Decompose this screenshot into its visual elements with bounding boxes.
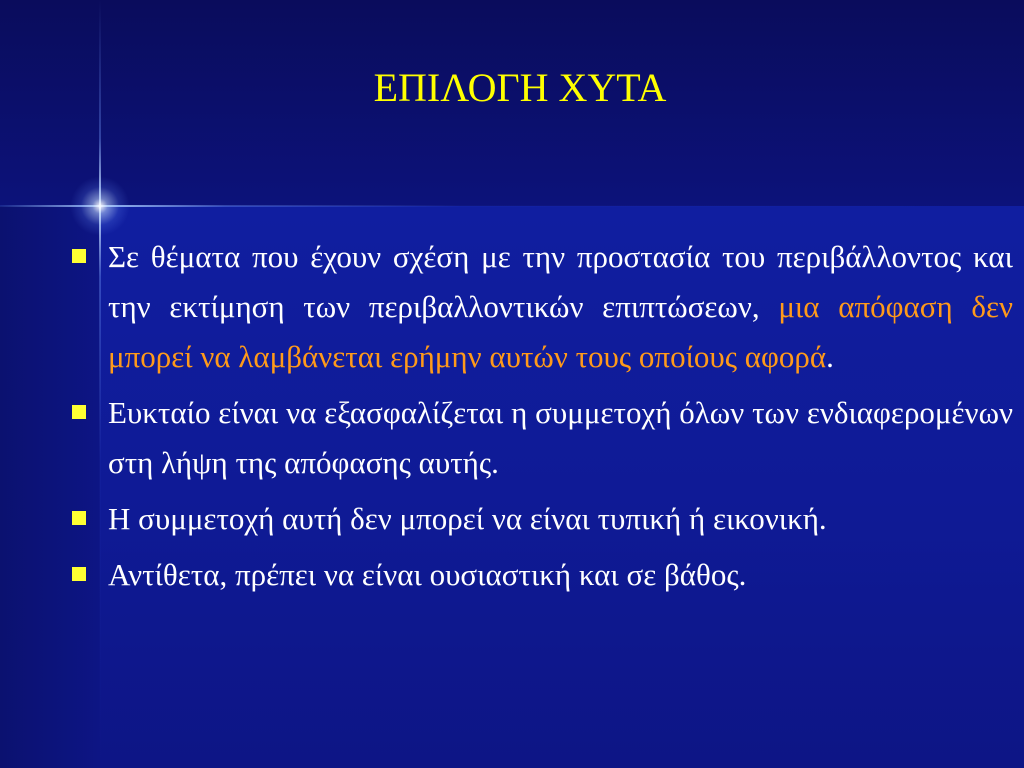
bullet-item <box>70 494 1013 544</box>
bullet-text: Ευκταίο είναι να εξασφαλίζεται η συμμετοχή όλων των ενδιαφερομένων στη λήψη της απόφασης αυτής. <box>108 395 1013 480</box>
horizontal-light-line <box>0 205 1024 207</box>
bullet-text: Η συμμετοχή αυτή δεν μπορεί να είναι τυπική ή εικονική. <box>108 501 827 536</box>
bullet-text-part: . <box>826 339 834 374</box>
bullet-item <box>70 232 1013 382</box>
square-bullet-icon <box>72 567 86 581</box>
bullet-item <box>70 550 1013 600</box>
star-sparkle-icon <box>70 176 130 236</box>
bullet-text <box>108 232 1013 382</box>
highlighted-text: μια απόφαση δεν μπορεί να λαμβάνεται ερήμην αυτών τους οποίους αφορά <box>108 289 1013 374</box>
square-bullet-icon <box>72 249 86 263</box>
bullet-list <box>70 232 1013 606</box>
bullet-text: Αντίθετα, πρέπει να είναι ουσιαστική και σε βάθος. <box>108 557 747 592</box>
bullet-item <box>70 388 1013 488</box>
square-bullet-icon <box>72 405 86 419</box>
bullet-text-part: Σε θέματα που έχουν σχέση με την προστασία του περιβάλλοντος και την εκτίμηση των περιβαλλοντικών επιπτώσεων, <box>108 239 1013 324</box>
slide-title: ΕΠΙΛΟΓΗ ΧΥΤΑ <box>373 65 667 110</box>
square-bullet-icon <box>72 511 86 525</box>
